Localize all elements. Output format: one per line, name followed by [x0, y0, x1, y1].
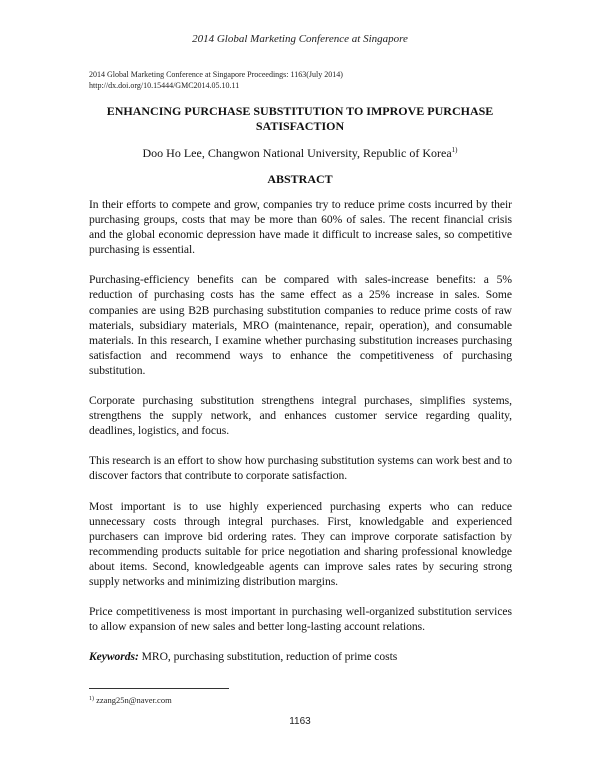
footnote-divider	[89, 688, 229, 689]
proceedings-info	[89, 70, 343, 91]
abstract-paragraph-5: Most important is to use highly experienced purchasing experts who can reduce unnecessary costs through integral purchases. First, knowledgable and experienced purchasers can improve bid ordering rates. They can improve corporate satisfaction by recommending products suitable for price negotiation and sharing professional knowledge about items. Second, knowledgeable agents can improve sales rates by securing strong supply networks and minimizing distribution margins.	[89, 499, 512, 588]
paper-title-line-1: ENHANCING PURCHASE SUBSTITUTION TO IMPROVE PURCHASE	[106, 104, 494, 118]
keywords-label: Keywords:	[89, 650, 139, 664]
keywords-line	[89, 649, 512, 664]
page-number: 1163	[289, 716, 311, 727]
author-footnote-mark: 1)	[451, 146, 458, 154]
abstract-paragraph-3: Corporate purchasing substitution strengthens integral purchases, simplifies systems, strengthens the supply network, and enhances customer service regarding quality, deadlines, logistics, and focus.	[89, 394, 512, 438]
running-header: 2014 Global Marketing Conference at Singapore	[192, 33, 408, 45]
abstract-paragraph-6: Price competitiveness is most important in purchasing well-organized substitution services to allow expansion of new sales and better long-lasting account relations.	[89, 605, 512, 634]
abstract-body	[89, 197, 512, 664]
footnote-email: zzang25n@naver.com	[96, 695, 172, 705]
doi-line: http://dx.doi.org/10.15444/GMC2014.05.10.11	[89, 80, 240, 90]
footnote-mark: 1)	[89, 696, 94, 702]
paper-title	[89, 104, 511, 134]
abstract-paragraph-2: Purchasing-efficiency benefits can be compared with sales-increase benefits: a 5% reduction of purchasing costs has the same effect as a 25% increase in sales. Some companies are using B2B purchasing substitution companies to reduce prime costs of raw materials, subsidiary materials, MRO (maintenance, repair, operation), and consumable materials. In this research, I examine whether purchasing substitution increases purchasing satisfaction and recommend ways to enhance the competitiveness of purchasing substitution.	[89, 273, 512, 377]
author-line	[0, 146, 600, 161]
proceedings-line: 2014 Global Marketing Conference at Singapore Proceedings: 1163(July 2014)	[89, 70, 343, 79]
paper-title-line-2: SATISFACTION	[255, 119, 345, 133]
keywords-text: MRO, purchasing substitution, reduction of prime costs	[141, 650, 398, 664]
author-name: Doo Ho Lee, Changwon National University, Republic of Korea	[142, 146, 452, 160]
abstract-paragraph-4: This research is an effort to show how purchasing substitution systems can work best and to discover factors that contribute to corporate satisfaction.	[89, 454, 512, 483]
abstract-heading: ABSTRACT	[267, 172, 333, 186]
footnote	[89, 695, 172, 705]
abstract-paragraph-1: In their efforts to compete and grow, companies try to reduce prime costs incurred by their purchasing groups, costs that may be more than 60% of sales. The recent financial crisis and the global economic depression have made it difficult to increase sales, so competitive purchasing is essential.	[89, 198, 512, 257]
